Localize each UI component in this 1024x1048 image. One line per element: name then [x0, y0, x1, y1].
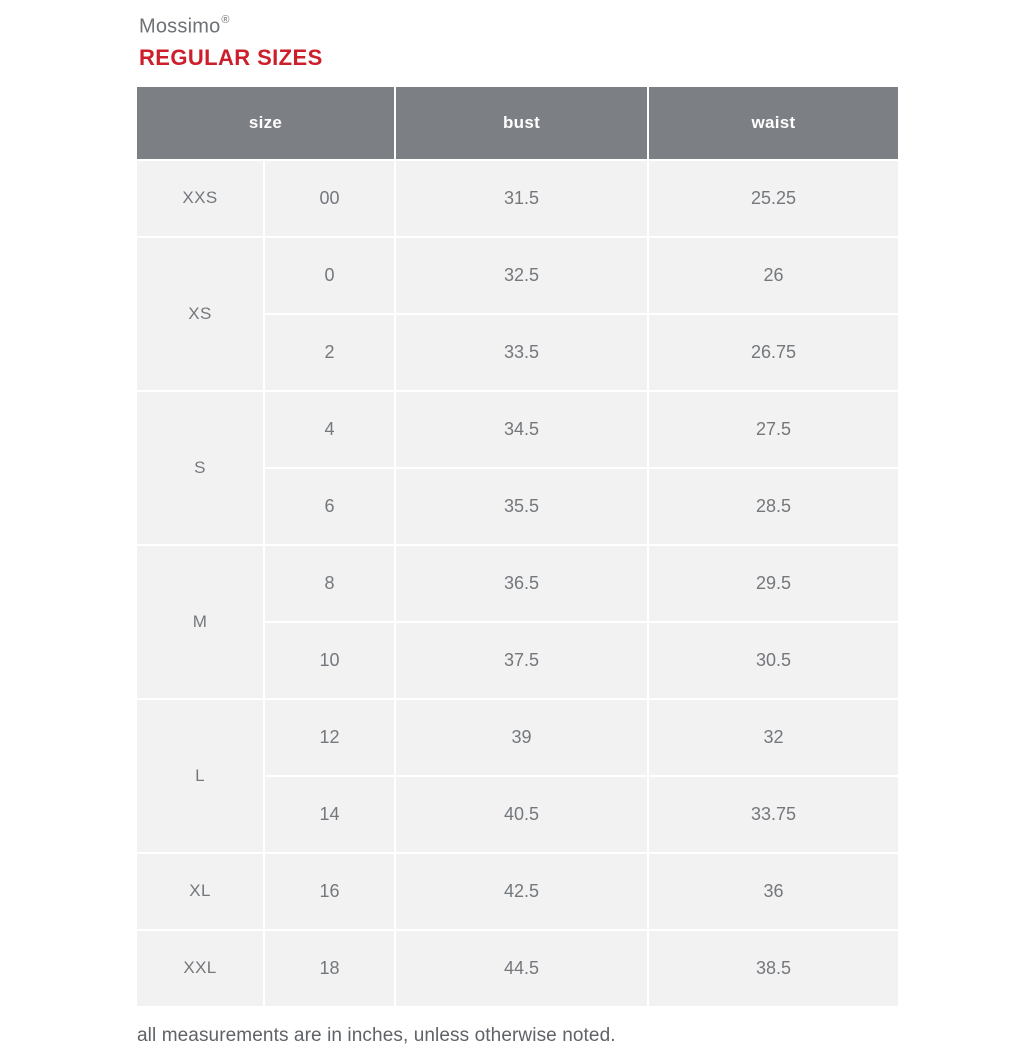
cell-waist: 28.5 — [648, 468, 898, 545]
brand-name — [139, 10, 229, 39]
table-row — [137, 160, 898, 237]
cell-size-letter: XL — [137, 853, 264, 930]
cell-bust: 39 — [395, 699, 648, 776]
cell-bust: 34.5 — [395, 391, 648, 468]
table-row — [137, 930, 898, 1007]
brand-name-text: Mossimo — [139, 15, 221, 38]
cell-size-number: 0 — [264, 237, 395, 314]
cell-size-number: 16 — [264, 853, 395, 930]
table-header — [137, 86, 898, 160]
cell-size-number: 8 — [264, 545, 395, 622]
cell-size-letter: XS — [137, 237, 264, 391]
cell-size-number: 14 — [264, 776, 395, 853]
cell-size-letter: S — [137, 391, 264, 545]
table-row — [137, 237, 898, 314]
cell-size-number: 6 — [264, 468, 395, 545]
cell-size-letter: XXL — [137, 930, 264, 1007]
cell-size-letter: XXS — [137, 160, 264, 237]
table-row — [137, 391, 898, 468]
cell-size-number: 10 — [264, 622, 395, 699]
table-row — [137, 699, 898, 776]
cell-bust: 31.5 — [395, 160, 648, 237]
table-header-row — [137, 86, 898, 160]
cell-waist: 33.75 — [648, 776, 898, 853]
cell-waist: 38.5 — [648, 930, 898, 1007]
cell-size-number: 18 — [264, 930, 395, 1007]
column-header-bust: bust — [395, 86, 648, 160]
cell-size-number: 2 — [264, 314, 395, 391]
cell-waist: 27.5 — [648, 391, 898, 468]
cell-bust: 37.5 — [395, 622, 648, 699]
registered-trademark-icon: ® — [221, 14, 230, 26]
cell-waist: 30.5 — [648, 622, 898, 699]
cell-waist: 29.5 — [648, 545, 898, 622]
cell-bust: 44.5 — [395, 930, 648, 1007]
cell-bust: 42.5 — [395, 853, 648, 930]
cell-bust: 35.5 — [395, 468, 648, 545]
column-header-size: size — [137, 86, 395, 160]
cell-size-letter: M — [137, 545, 264, 699]
cell-waist: 26.75 — [648, 314, 898, 391]
table-row — [137, 853, 898, 930]
cell-bust: 32.5 — [395, 237, 648, 314]
cell-size-number: 4 — [264, 391, 395, 468]
cell-size-letter: L — [137, 699, 264, 853]
cell-bust: 36.5 — [395, 545, 648, 622]
page-title: REGULAR SIZES — [139, 44, 323, 70]
table-body — [137, 160, 898, 1007]
cell-size-number: 12 — [264, 699, 395, 776]
cell-waist: 32 — [648, 699, 898, 776]
cell-waist: 26 — [648, 237, 898, 314]
cell-bust: 40.5 — [395, 776, 648, 853]
measurements-footnote: all measurements are in inches, unless otherwise noted. — [137, 1024, 616, 1046]
cell-waist: 36 — [648, 853, 898, 930]
cell-size-number: 00 — [264, 160, 395, 237]
size-chart-table — [137, 85, 898, 1008]
cell-bust: 33.5 — [395, 314, 648, 391]
table-row — [137, 545, 898, 622]
cell-waist: 25.25 — [648, 160, 898, 237]
column-header-waist: waist — [648, 86, 898, 160]
